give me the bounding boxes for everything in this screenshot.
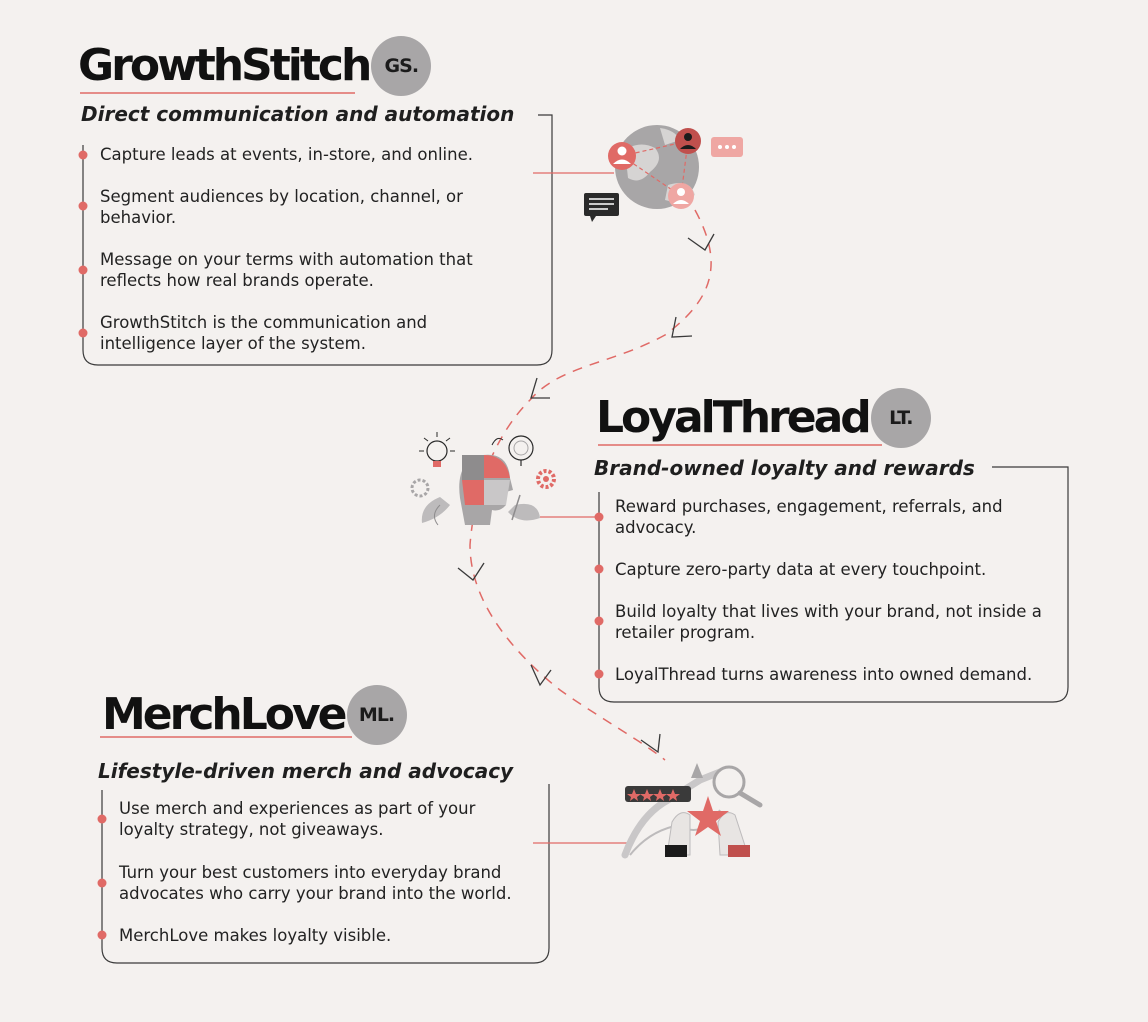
brand-title: LoyalThread xyxy=(596,392,869,443)
mind-puzzle-icon xyxy=(412,432,554,525)
brand-badge: LT. xyxy=(871,388,931,448)
list-item: Use merch and experiences as part of your loyalty strategy, not giveaways. xyxy=(119,799,476,839)
loyalthread-header xyxy=(596,388,931,448)
list-item: MerchLove makes loyalty visible. xyxy=(119,926,392,945)
list-item: Capture zero-party data at every touchpoint. xyxy=(615,560,987,579)
section-tagline: Direct communication and automation xyxy=(81,102,515,126)
list-item: LoyalThread turns awareness into owned demand. xyxy=(615,665,1033,684)
list-item: GrowthStitch is the communication and intelligence layer of the system. xyxy=(100,313,428,353)
list-item: Message on your terms with automation that reflects how real brands operate. xyxy=(100,250,473,290)
growthstitch-header xyxy=(78,36,431,96)
star-rating-icon xyxy=(625,763,760,857)
brand-title: GrowthStitch xyxy=(78,40,370,91)
merchlove-header xyxy=(102,685,407,745)
list-item: Capture leads at events, in-store, and online. xyxy=(100,145,473,164)
list-item: Turn your best customers into everyday brand advocates who carry your brand into the world. xyxy=(119,863,512,903)
brand-badge: ML. xyxy=(347,685,407,745)
list-item: Reward purchases, engagement, referrals, and advocacy. xyxy=(615,497,1003,537)
section-tagline: Brand-owned loyalty and rewards xyxy=(594,456,975,480)
brand-title: MerchLove xyxy=(102,689,345,740)
list-item: Segment audiences by location, channel, or behavior. xyxy=(100,187,463,227)
list-item: Build loyalty that lives with your brand, not inside a retailer program. xyxy=(615,602,1042,642)
brand-badge: GS. xyxy=(371,36,431,96)
section-tagline: Lifestyle-driven merch and advocacy xyxy=(98,759,514,783)
